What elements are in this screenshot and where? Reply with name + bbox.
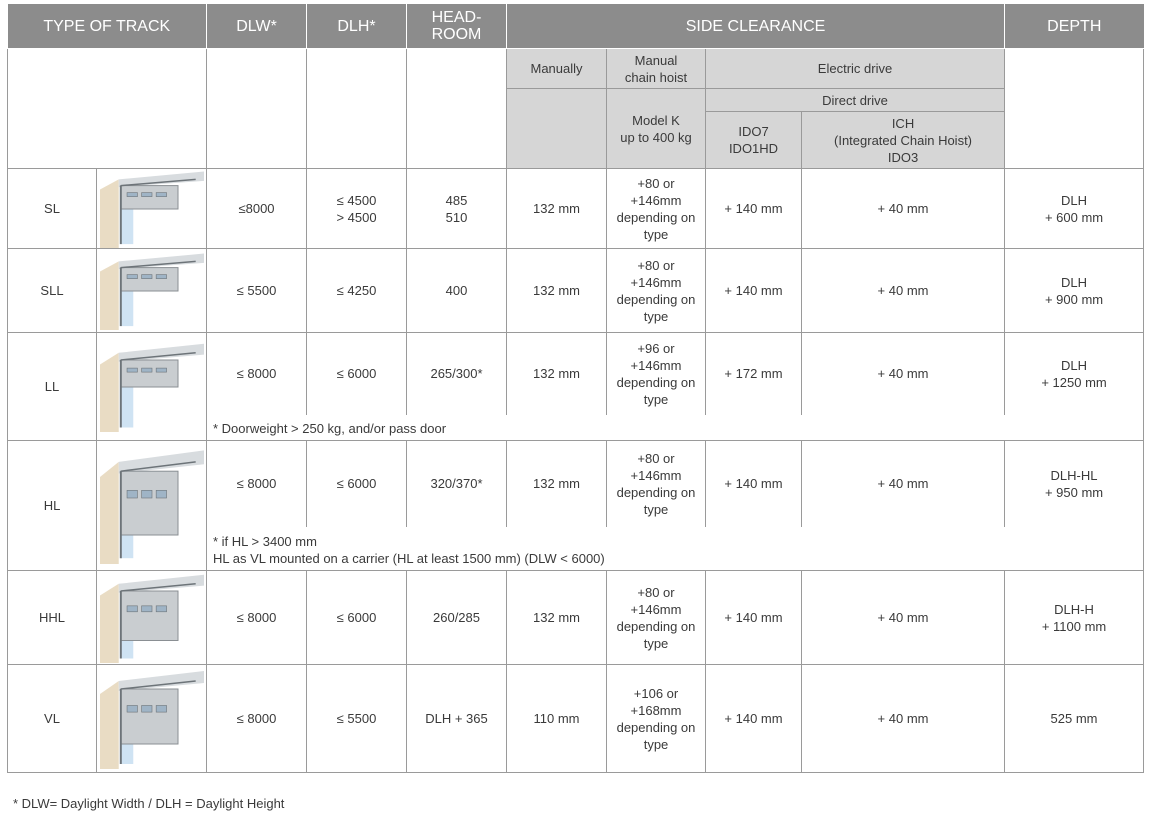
subheader-direct-drive: Direct drive xyxy=(706,89,1005,112)
subheader-electric-drive: Electric drive xyxy=(706,49,1005,89)
subheader-manual-chain-hoist-text: Manual chain hoist xyxy=(624,52,688,85)
track-row-sll xyxy=(8,249,1144,333)
subheader-row-1 xyxy=(8,49,1144,89)
chain-hoist-value: +96 or +146mm depending on type xyxy=(607,333,706,415)
track-row-ll xyxy=(8,333,1144,415)
headroom-value: 485 510 xyxy=(407,169,507,249)
subheader-empty-headroom xyxy=(407,49,507,169)
subheader-model-k xyxy=(607,89,706,169)
track-type-label: HL xyxy=(8,441,97,571)
header-depth: DEPTH xyxy=(1005,4,1144,49)
dlw-value: ≤ 8000 xyxy=(207,441,307,527)
chain-hoist-value: +80 or +146mm depending on type xyxy=(607,571,706,665)
subheader-empty-type xyxy=(8,49,207,169)
manually-value: 132 mm xyxy=(507,333,607,415)
subheader-manually-blank xyxy=(507,89,607,169)
ido-value: + 140 mm xyxy=(706,249,802,333)
track-row-hl xyxy=(8,441,1144,527)
dlh-value: ≤ 6000 xyxy=(307,333,407,415)
ll-track-door-icon xyxy=(97,333,207,441)
depth-value: DLH + 1250 mm xyxy=(1005,333,1144,415)
ido-value: + 140 mm xyxy=(706,441,802,527)
subheader-empty-dlh xyxy=(307,49,407,169)
track-type-table xyxy=(7,4,1144,773)
vl-track-door-icon xyxy=(97,665,207,773)
track-note: * Doorweight > 250 kg, and/or pass door xyxy=(207,415,1144,441)
subheader-ido-text: IDO7 IDO1HD xyxy=(728,124,779,156)
track-type-label: VL xyxy=(8,665,97,773)
chain-hoist-value: +80 or +146mm depending on type xyxy=(607,169,706,249)
header-headroom xyxy=(407,4,507,49)
subheader-empty-depth xyxy=(1005,49,1144,169)
header-headroom-text: HEAD- ROOM xyxy=(431,9,482,43)
manually-value: 132 mm xyxy=(507,249,607,333)
headroom-value: DLH + 365 xyxy=(407,665,507,773)
sl-track-door-icon xyxy=(97,169,207,249)
header-dlh: DLH* xyxy=(307,4,407,49)
dlh-value: ≤ 6000 xyxy=(307,571,407,665)
dlw-value: ≤ 8000 xyxy=(207,571,307,665)
chain-hoist-value: +80 or +146mm depending on type xyxy=(607,249,706,333)
depth-value: DLH + 600 mm xyxy=(1005,169,1144,249)
header-dlw: DLW* xyxy=(207,4,307,49)
dlh-value: ≤ 4250 xyxy=(307,249,407,333)
depth-value: 525 mm xyxy=(1005,665,1144,773)
dlh-value: ≤ 5500 xyxy=(307,665,407,773)
subheader-ich xyxy=(802,112,1005,169)
header-side-clearance: SIDE CLEARANCE xyxy=(507,4,1005,49)
headroom-value: 320/370* xyxy=(407,441,507,527)
track-type-label: SL xyxy=(8,169,97,249)
dlw-value: ≤ 5500 xyxy=(207,249,307,333)
ido-value: + 140 mm xyxy=(706,571,802,665)
track-type-label: HHL xyxy=(8,571,97,665)
manually-value: 110 mm xyxy=(507,665,607,773)
headroom-value: 265/300* xyxy=(407,333,507,415)
ich-value: + 40 mm xyxy=(802,441,1005,527)
header-type-of-track: TYPE OF TRACK xyxy=(8,4,207,49)
chain-hoist-value: +80 or +146mm depending on type xyxy=(607,441,706,527)
manually-value: 132 mm xyxy=(507,169,607,249)
track-type-label: SLL xyxy=(8,249,97,333)
track-row-hhl xyxy=(8,571,1144,665)
subheader-manual-chain-hoist xyxy=(607,49,706,89)
sll-track-door-icon xyxy=(97,249,207,333)
dlw-value: ≤ 8000 xyxy=(207,665,307,773)
dlw-value: ≤8000 xyxy=(207,169,307,249)
depth-value: DLH-H + 1100 mm xyxy=(1005,571,1144,665)
dlh-value: ≤ 6000 xyxy=(307,441,407,527)
subheader-manually: Manually xyxy=(507,49,607,89)
track-type-label: LL xyxy=(8,333,97,441)
depth-value: DLH-HL + 950 mm xyxy=(1005,441,1144,527)
subheader-model-k-text: Model K up to 400 kg xyxy=(620,112,692,145)
header-row xyxy=(8,4,1144,49)
dlw-value: ≤ 8000 xyxy=(207,333,307,415)
ich-value: + 40 mm xyxy=(802,665,1005,773)
dlh-value: ≤ 4500 > 4500 xyxy=(307,169,407,249)
ich-value: + 40 mm xyxy=(802,249,1005,333)
chain-hoist-value: +106 or +168mm depending on type xyxy=(607,665,706,773)
ich-value: + 40 mm xyxy=(802,333,1005,415)
ido-value: + 140 mm xyxy=(706,169,802,249)
headroom-value: 260/285 xyxy=(407,571,507,665)
depth-value: DLH + 900 mm xyxy=(1005,249,1144,333)
track-row-sl xyxy=(8,169,1144,249)
headroom-value: 400 xyxy=(407,249,507,333)
hhl-track-door-icon xyxy=(97,571,207,665)
ido-value: + 140 mm xyxy=(706,665,802,773)
ich-value: + 40 mm xyxy=(802,571,1005,665)
ich-value: + 40 mm xyxy=(802,169,1005,249)
manually-value: 132 mm xyxy=(507,571,607,665)
track-row-vl xyxy=(8,665,1144,773)
hl-track-door-icon xyxy=(97,441,207,571)
subheader-ido xyxy=(706,112,802,169)
manually-value: 132 mm xyxy=(507,441,607,527)
track-note: * if HL > 3400 mm HL as VL mounted on a carrier (HL at least 1500 mm) (DLW < 6000) xyxy=(207,527,1144,571)
subheader-empty-dlw xyxy=(207,49,307,169)
ido-value: + 172 mm xyxy=(706,333,802,415)
subheader-ich-text: ICH (Integrated Chain Hoist) IDO3 xyxy=(834,115,973,165)
footnote: * DLW= Daylight Width / DLH = Daylight Height xyxy=(13,796,285,811)
